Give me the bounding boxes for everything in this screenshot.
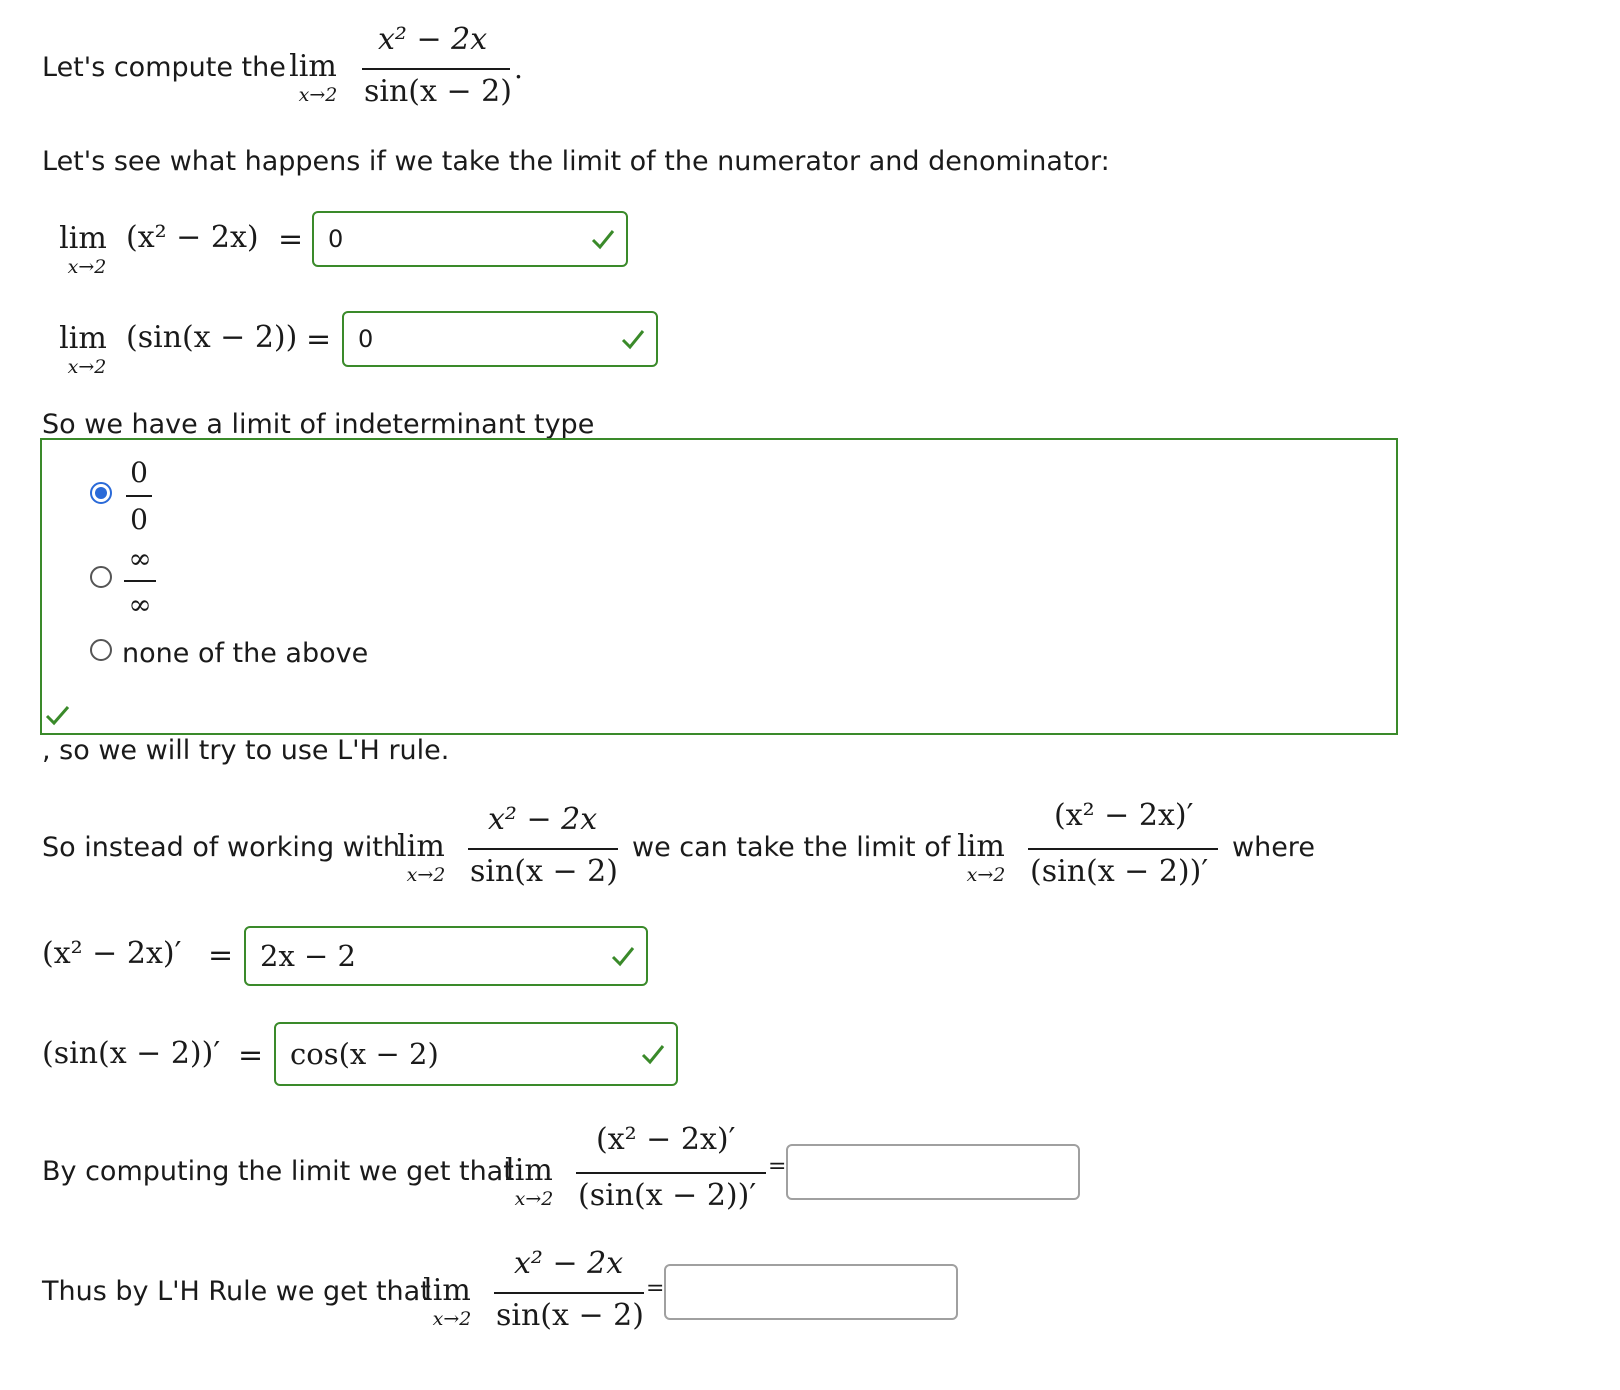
option-zero-den: 0: [130, 503, 148, 536]
check-icon: [44, 702, 72, 728]
limit-word: lim: [289, 49, 337, 84]
den-limit: [52, 322, 114, 378]
option-none-label[interactable]: none of the above: [122, 638, 369, 669]
intro-prefix: Let's compute the: [42, 52, 286, 83]
limit-sub: x→2: [514, 1188, 554, 1210]
computing-fraction-bar: [576, 1172, 766, 1174]
den-limit-expr: (sin(x − 2)): [126, 320, 298, 355]
instead-fraction-bar: [468, 848, 618, 850]
option-inf-bar: [124, 580, 156, 582]
answer-value: cos(x − 2): [290, 1037, 439, 1071]
radio-zero-over-zero[interactable]: [90, 482, 112, 504]
num-limit-equals: =: [278, 222, 304, 257]
computing-answer-field[interactable]: [786, 1144, 1080, 1200]
intro-period: .: [514, 52, 523, 85]
limit-word: lim: [397, 829, 445, 864]
num-limit-expr: (x² − 2x): [126, 220, 259, 255]
step1-text: Let's see what happens if we take the limit of the numerator and denominator:: [42, 146, 1110, 177]
limit-sub: x→2: [298, 84, 338, 106]
deriv-num-expr: (x² − 2x)′: [42, 936, 182, 971]
instead-middle: we can take the limit of: [632, 832, 951, 863]
thus-prefix: Thus by L'H Rule we get that: [42, 1276, 431, 1307]
thus-equals: =: [646, 1276, 665, 1301]
computing-numerator: (x² − 2x)′: [596, 1122, 736, 1157]
limit-word: lim: [59, 221, 107, 256]
limit-word: lim: [957, 829, 1005, 864]
deriv-num-equals: =: [208, 938, 234, 973]
instead-suffix: where: [1232, 832, 1315, 863]
intro-denominator: sin(x − 2): [364, 74, 512, 109]
deriv-num-answer-field[interactable]: [244, 926, 648, 986]
instead-denominator-2: (sin(x − 2))′: [1030, 854, 1209, 889]
limit-word: lim: [59, 321, 107, 356]
option-zero-num: 0: [130, 456, 148, 489]
thus-numerator: x² − 2x: [514, 1246, 624, 1281]
computing-denominator: (sin(x − 2))′: [578, 1178, 757, 1213]
intro-numerator: x² − 2x: [378, 22, 488, 57]
check-icon: [610, 943, 636, 969]
limit-sub: x→2: [67, 356, 107, 378]
num-limit: [52, 222, 114, 278]
option-zero-bar: [126, 495, 152, 497]
deriv-den-equals: =: [238, 1038, 264, 1073]
indeterminate-options-box: [40, 438, 1398, 735]
limit-sub: x→2: [67, 256, 107, 278]
instead-denominator: sin(x − 2): [470, 854, 618, 889]
instead-limit-2: [950, 830, 1012, 886]
check-icon: [640, 1041, 666, 1067]
option-inf-den: ∞: [128, 588, 152, 621]
instead-limit: [390, 830, 452, 886]
thus-limit: [416, 1274, 478, 1330]
option-inf-num: ∞: [128, 542, 152, 575]
intro-fraction-bar: [362, 68, 510, 70]
computing-prefix: By computing the limit we get that: [42, 1156, 514, 1187]
radio-none-of-the-above[interactable]: [90, 639, 112, 661]
indeterminate-prompt: So we have a limit of indeterminant type: [42, 409, 595, 440]
thus-fraction-bar: [494, 1292, 644, 1294]
check-icon: [620, 326, 646, 352]
den-limit-equals: =: [306, 322, 332, 357]
instead-numerator: x² − 2x: [488, 802, 598, 837]
thus-denominator: sin(x − 2): [496, 1298, 644, 1333]
instead-prefix: So instead of working with: [42, 832, 400, 863]
limit-sub: x→2: [406, 864, 446, 886]
answer-value: 0: [328, 225, 344, 253]
limit-sub: x→2: [966, 864, 1006, 886]
deriv-den-answer-field[interactable]: [274, 1022, 678, 1086]
lh-rule-text: , so we will try to use L'H rule.: [42, 735, 450, 766]
deriv-den-expr: (sin(x − 2))′: [42, 1036, 221, 1071]
computing-equals: =: [768, 1154, 787, 1179]
den-limit-answer-field[interactable]: [342, 311, 658, 367]
limit-sub: x→2: [432, 1308, 472, 1330]
thus-answer-field[interactable]: [664, 1264, 958, 1320]
answer-value: 2x − 2: [260, 939, 356, 973]
instead-numerator-2: (x² − 2x)′: [1054, 798, 1194, 833]
instead-fraction-bar-2: [1028, 848, 1218, 850]
limit-word: lim: [423, 1273, 471, 1308]
computing-limit: [498, 1154, 560, 1210]
answer-value: 0: [358, 325, 374, 353]
intro-limit: [282, 50, 344, 106]
num-limit-answer-field[interactable]: [312, 211, 628, 267]
check-icon: [590, 226, 616, 252]
limit-word: lim: [505, 1153, 553, 1188]
radio-inf-over-inf[interactable]: [90, 566, 112, 588]
